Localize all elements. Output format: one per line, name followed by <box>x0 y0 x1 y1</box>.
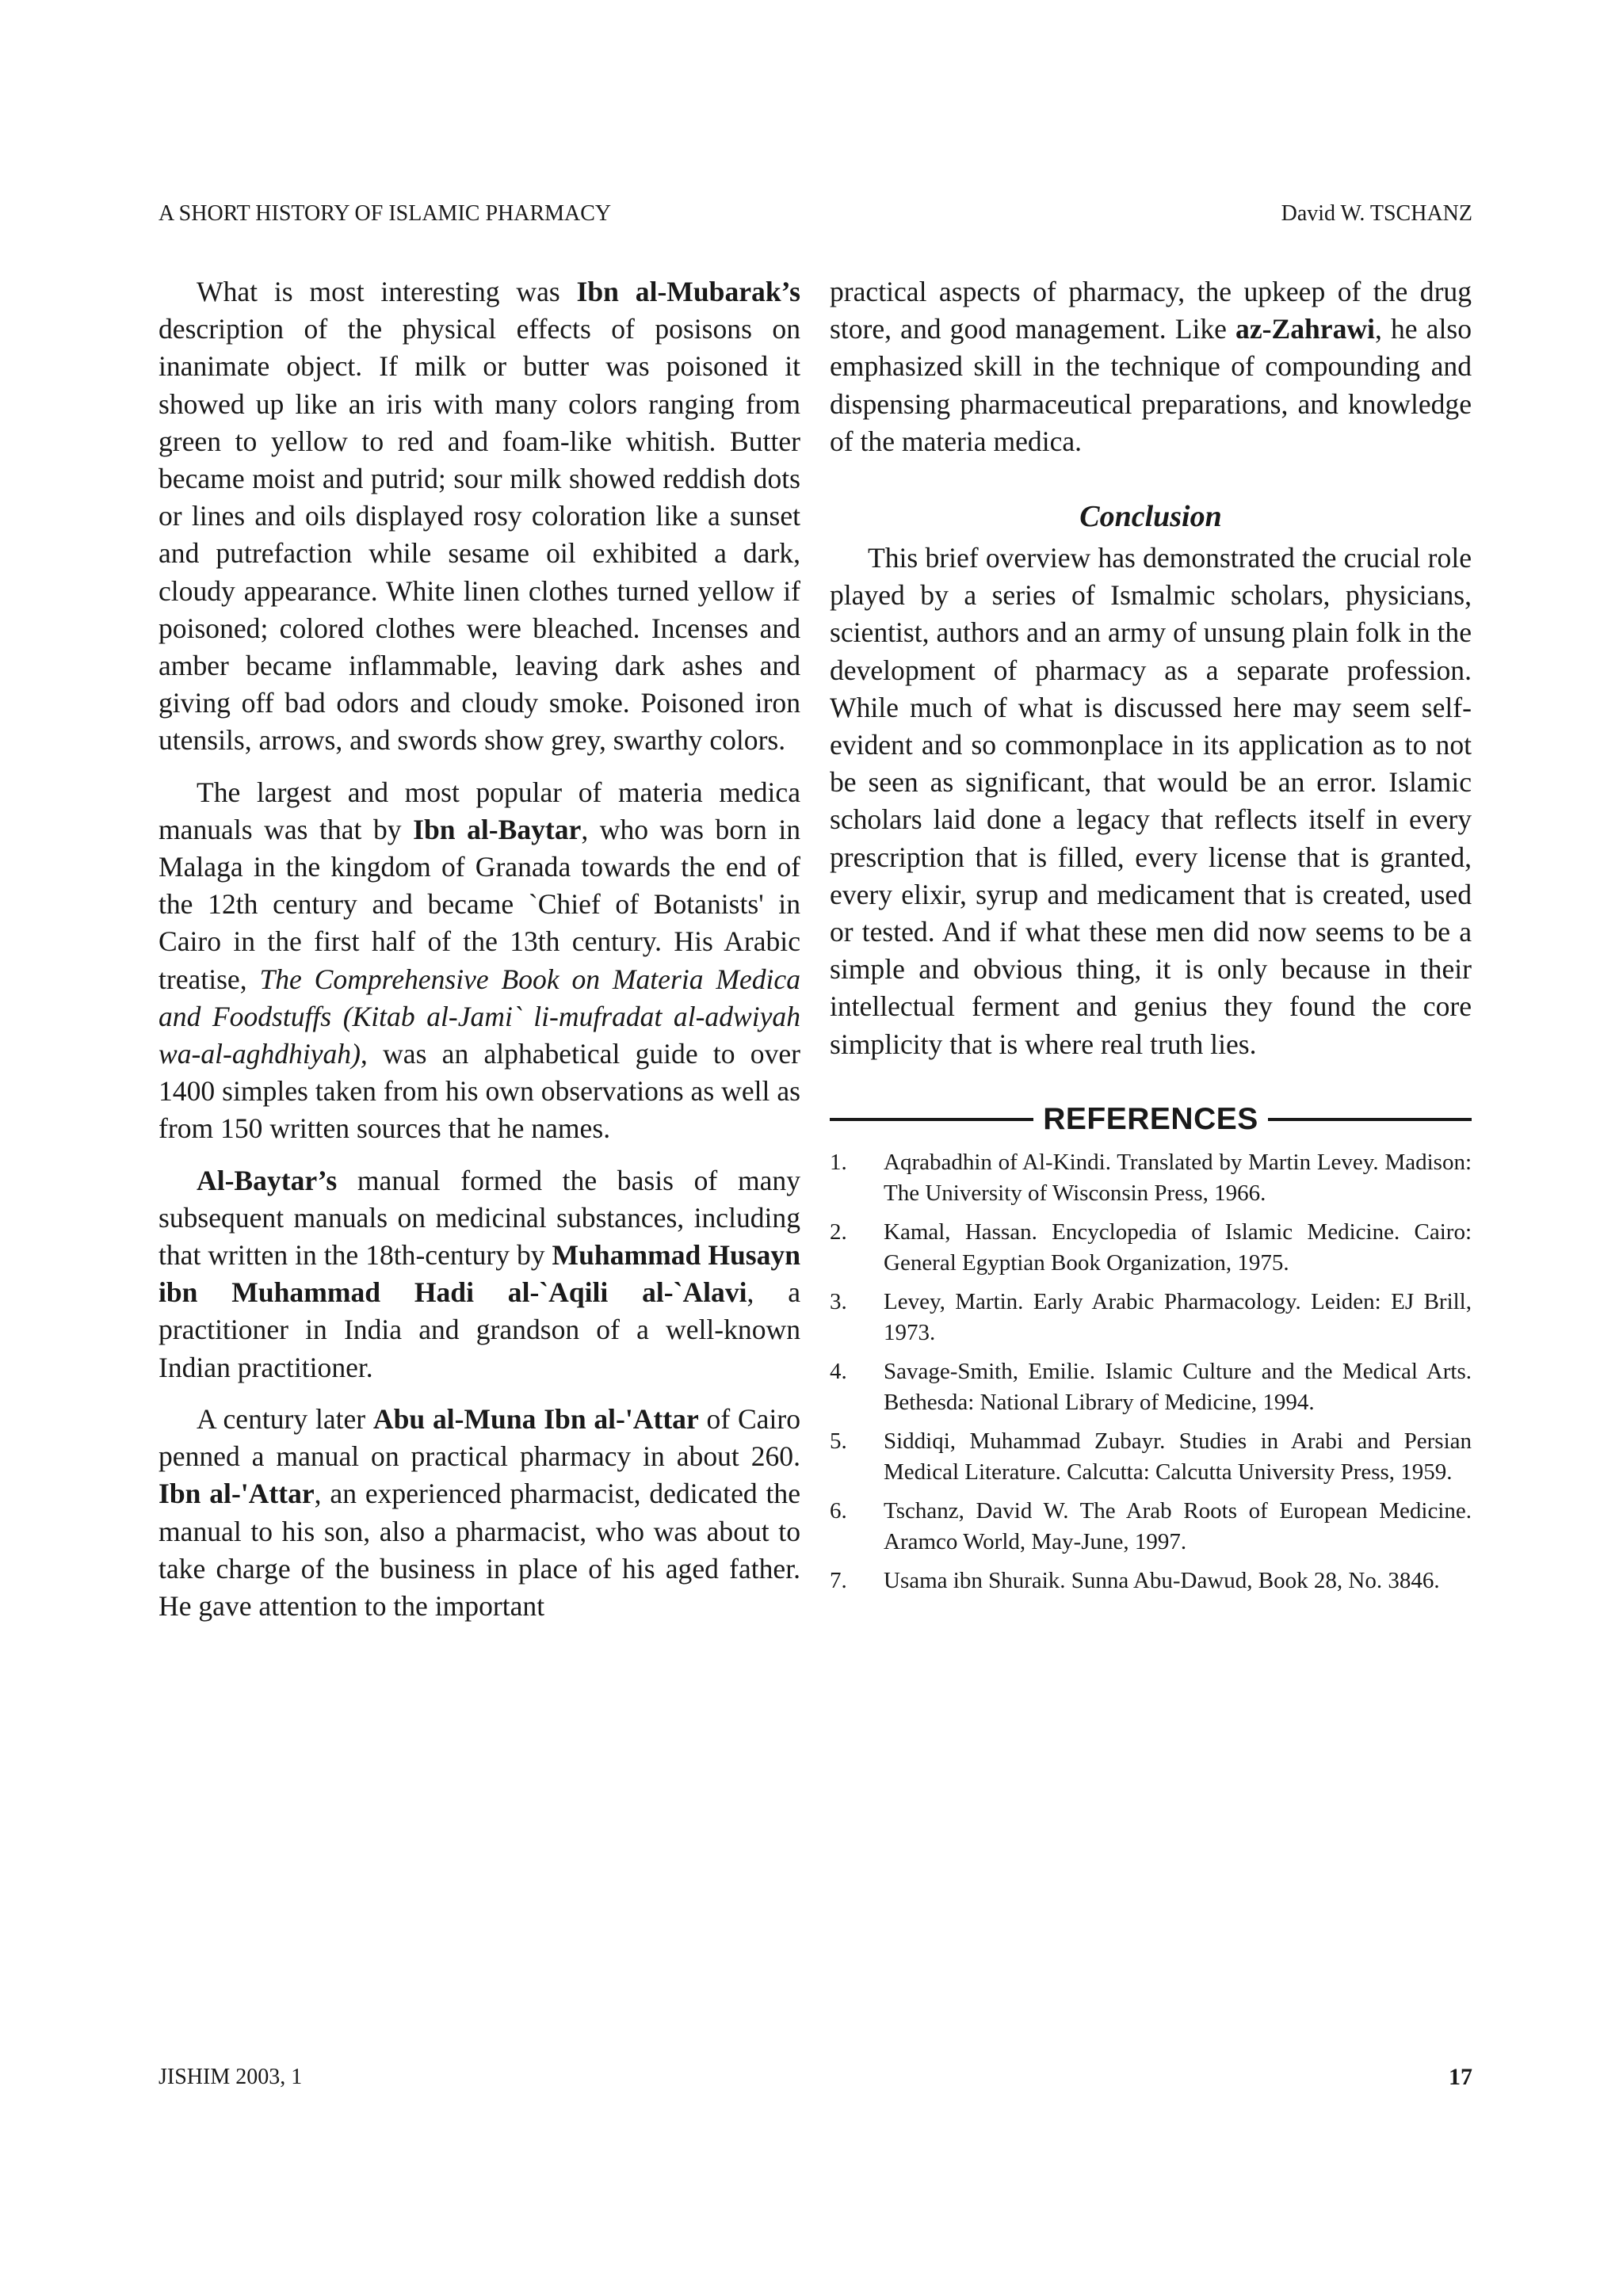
right-column <box>830 273 1472 1604</box>
name-al-baytar: Al-Baytar’s <box>197 1164 338 1196</box>
running-title: A SHORT HISTORY OF ISLAMIC PHARMACY <box>158 201 612 226</box>
name-ibn-al-baytar: Ibn al-Baytar <box>413 813 582 845</box>
paragraph-mubarak: What is most interesting was Ibn al-Mubarak’s description of the physical effects of posisons on inanimate object. If milk or butter was poisoned it showed up like an iris with many colors ranging from green to yellow to red and foam-like whitish. Butter became moist and putrid; sour milk showed reddish dots or lines and oils displayed rosy coloration like a sunset and putrefaction while sesame oil exhibited a dark, cloudy appearance. White linen clothes turned yellow if poisoned; colored clothes were bleached. Incenses and amber became inflammable, leaving dark ashes and giving off bad odors and cloudy smoke. Poisoned iron utensils, arrows, and swords show grey, swarthy colors. <box>158 276 800 757</box>
paragraph-attar: A century later Abu al-Muna Ibn al-'Attar of Cairo penned a manual on practical pharmacy in about 260. Ibn al-'Attar, an experienced pharmacist, dedicated the manual to his son, also a pharmacist, who was about to take charge of the business in place of his aged father. He gave attention to the important <box>158 1402 800 1622</box>
paragraph-baytar-manual: Al-Baytar’s manual formed the basis of many subsequent manuals on medicinal substances, including that written in the 18th-century by Muhammad Husayn ibn Muhammad Hadi al-`Aqili al-`Alavi, a practitioner in India and grandson of a well-known Indian practitioner. <box>158 1164 800 1383</box>
reference-item: 4. Savage-Smith, Emilie. Islamic Culture and the Medical Arts. Bethesda: National Library of Medicine, 1994. <box>830 1358 1472 1415</box>
reference-item: 1. Aqrabadhin of Al-Kindi. Translated by Martin Levey. Madison: The University of Wisconsin Press, 1966. <box>830 1149 1472 1206</box>
name-ibn-al-attar: Ibn al-'Attar <box>158 1478 315 1510</box>
name-muhammad-husayn: Muhammad Husayn ibn Muhammad Hadi al-`Aqili al-`Alavi <box>158 1239 800 1309</box>
paragraph-continuation: practical aspects of pharmacy, the upkeep of the drug store, and good management. Like az-Zahrawi, he also emphasized skill in the technique of compounding and dispensing pharmaceutical preparations, and knowledge of the materia medica. <box>830 276 1472 457</box>
name-abu-al-muna: Abu al-Muna Ibn al-'Attar <box>372 1402 699 1435</box>
reference-item: 2. Kamal, Hassan. Encyclopedia of Islamic Medicine. Cairo: General Egyptian Book Organization, 1975. <box>830 1219 1472 1276</box>
name-ibn-al-mubarak: Ibn al-Mubarak’s <box>576 276 800 307</box>
left-column <box>158 273 800 1639</box>
name-az-zahrawi: az-Zahrawi <box>1235 313 1375 345</box>
divider-rule <box>830 1118 1033 1121</box>
reference-item: 3. Levey, Martin. Early Arabic Pharmacology. Leiden: EJ Brill, 1973. <box>830 1288 1472 1345</box>
reference-list <box>830 1147 1472 1596</box>
author-name: David W. TSCHANZ <box>1281 201 1472 226</box>
reference-item: 6. Tschanz, David W. The Arab Roots of European Medicine. Aramco World, May-June, 1997. <box>830 1497 1472 1554</box>
divider-rule <box>1268 1118 1472 1121</box>
paragraph-baytar: The largest and most popular of materia medica manuals was that by Ibn al-Baytar, who was born in Malaga in the kingdom of Granada towards the end of the 12th century and became `Chief of Botanists' in Cairo in the first half of the 13th century. His Arabic treatise, The Comprehensive Book on Materia Medica and Foodstuffs (Kitab al-Jami` li-mufradat al-adwiyah wa-al-aghdhiyah), was an alphabetical guide to over 1400 simples taken from his own observations as well as from 150 written sources that he names. <box>158 776 801 1145</box>
references-heading <box>830 1100 1472 1139</box>
book-title: The Comprehensive Book on Materia Medica and Foodstuffs (Kitab al-Jami` li-mufradat al-adwiyah wa-al-aghdhiyah), <box>158 963 801 1070</box>
section-heading-conclusion: Conclusion <box>1079 500 1222 534</box>
reference-item: 5. Siddiqi, Muhammad Zubayr. Studies in Arabi and Persian Medical Literature. Calcutta: Calcutta University Press, 1959. <box>830 1428 1472 1485</box>
reference-item: 7. Usama ibn Shuraik. Sunna Abu-Dawud, Book 28, No. 3846. <box>830 1567 1440 1593</box>
references-title: REFERENCES <box>1043 1101 1258 1136</box>
paragraph-conclusion: This brief overview has demonstrated the crucial role played by a series of Ismalmic scholars, physicians, scientist, authors and an army of unsung plain folk in the development of pharmacy as a separate profession. While much of what is discussed here may seem self-evident and so commonplace in its application as to not be seen as significant, that would be an error. Islamic scholars laid done a legacy that reflects itself in every prescription that is filled, every license that is granted, every elixir, syrup and medicament that is created, used or tested. And if what these men did now seems to be a simple and obvious thing, it is only because in their intellectual ferment and genius they found the core simplicity that is where real truth lies. <box>830 542 1472 1060</box>
page-number: 17 <box>1449 2064 1472 2090</box>
journal-citation: JISHIM 2003, 1 <box>158 2065 303 2089</box>
